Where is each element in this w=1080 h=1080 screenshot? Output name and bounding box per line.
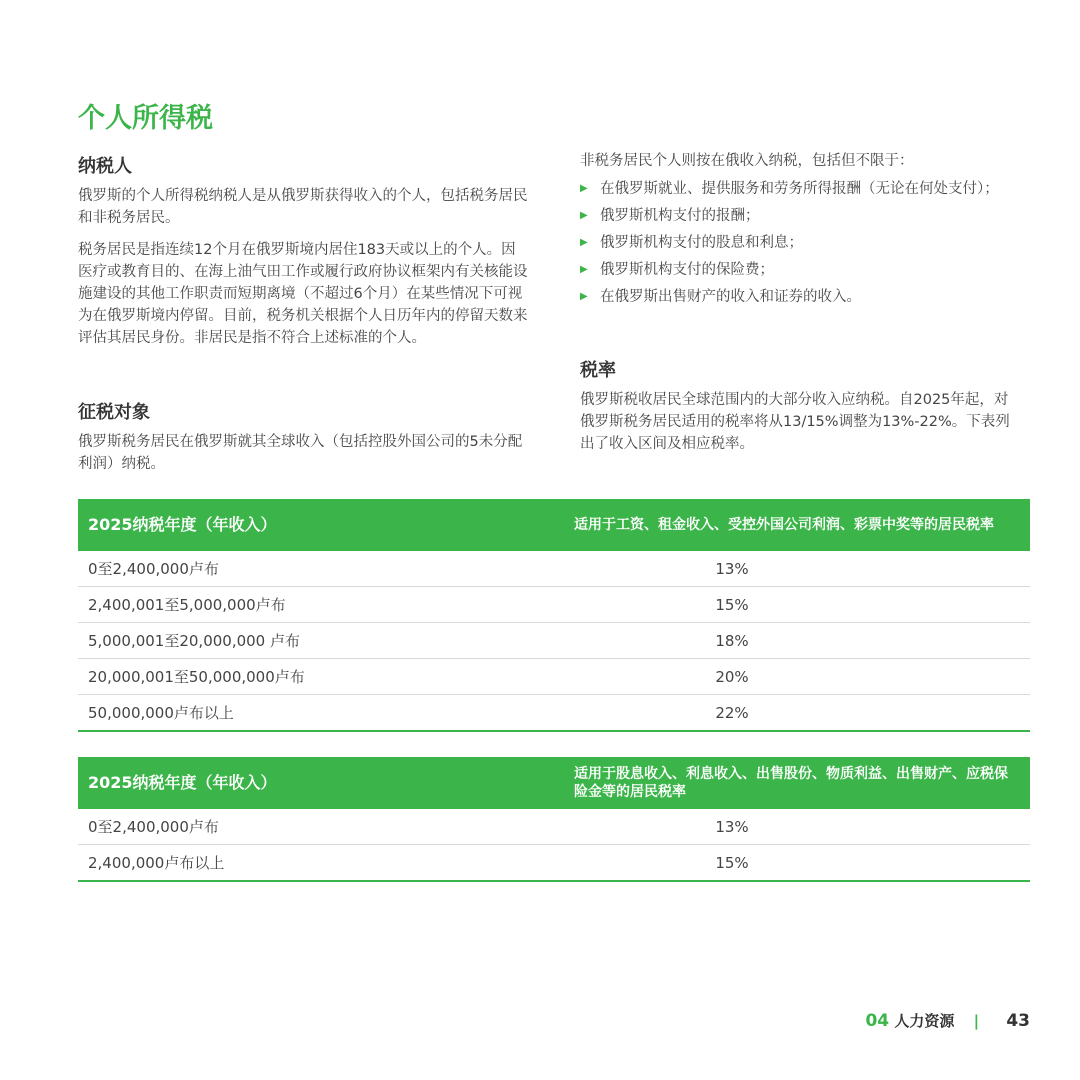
salary-tax-rate-table: [78, 499, 1030, 732]
list-item: ▶ 俄罗斯机构支付的报酬；: [580, 205, 1020, 227]
bullet-arrow-icon: ▶: [580, 237, 588, 248]
rate-cell: 18%: [564, 623, 1030, 659]
column-header-resident-rate: 适用于工资、租金收入、受控外国公司利润、彩票中奖等的居民税率: [564, 499, 1030, 551]
income-range-cell: 2,400,000卢布以上: [78, 845, 564, 882]
bullet-arrow-icon: ▶: [580, 210, 588, 221]
bullet-arrow-icon: ▶: [580, 291, 588, 302]
page-footer: [865, 1010, 1030, 1031]
table-row: [78, 587, 1030, 623]
nonresident-intro: 非税务居民个人则按在俄收入纳税，包括但不限于：: [580, 153, 914, 169]
taxpayer-paragraph-2: 税务居民是指连续12个月在俄罗斯境内居住183天或以上的个人。因医疗或教育目的、在海上油气田工作或履行政府协议框架内有关核能设施建设的其他工作职责而短期离境（不超过6个月）在某些情况下可视为在俄罗斯境内停留。目前，税务机关根据个人日历年内的停留天数来评估其居民身份。非居民是指不符合上述标准的个人。: [78, 242, 528, 346]
tax-rate-heading: 税率: [580, 360, 616, 381]
column-header-resident-rate: 适用于股息收入、利息收入、出售股份、物质利益、出售财产、应税保险金等的居民税率: [564, 757, 1030, 809]
list-item: ▶ 俄罗斯机构支付的保险费；: [580, 259, 1020, 281]
chapter-name: 人力资源: [894, 1012, 955, 1030]
page-title: 个人所得税: [78, 103, 213, 134]
page-number: 43: [1006, 1011, 1030, 1031]
chapter-number: 04: [865, 1011, 890, 1031]
taxpayer-heading: 纳税人: [78, 156, 132, 177]
tax-rate-paragraph: 俄罗斯税收居民全球范围内的大部分收入应纳税。自2025年起，对俄罗斯税务居民适用的税率将从13/15%调整为13%-22%。下表列出了收入区间及相应税率。: [580, 392, 1010, 452]
table-row: [78, 623, 1030, 659]
table-header-row: [78, 757, 1030, 809]
investment-tax-rate-table: [78, 757, 1030, 882]
rate-cell: 15%: [564, 587, 1030, 623]
income-range-cell: 50,000,000卢布以上: [78, 695, 564, 732]
table-header-row: [78, 499, 1030, 551]
income-range-cell: 5,000,001至20,000,000 卢布: [78, 623, 564, 659]
income-range-cell: 20,000,001至50,000,000卢布: [78, 659, 564, 695]
bullet-arrow-icon: ▶: [580, 264, 588, 275]
rate-cell: 13%: [564, 551, 1030, 587]
taxable-object-paragraph: 俄罗斯税务居民在俄罗斯就其全球收入（包括控股外国公司的5未分配利润）纳税。: [78, 434, 523, 472]
column-header-income-bracket: 2025纳税年度（年收入）: [78, 757, 564, 809]
table-row: [78, 695, 1030, 732]
column-header-income-bracket: 2025纳税年度（年收入）: [78, 499, 564, 551]
list-item: ▶ 俄罗斯机构支付的股息和利息；: [580, 232, 1020, 254]
income-range-cell: 2,400,001至5,000,000卢布: [78, 587, 564, 623]
rate-cell: 22%: [564, 695, 1030, 732]
list-item: ▶ 在俄罗斯出售财产的收入和证券的收入。: [580, 286, 1020, 308]
rate-cell: 20%: [564, 659, 1030, 695]
footer-separator: |: [973, 1012, 980, 1030]
table-row: [78, 845, 1030, 882]
table-row: [78, 659, 1030, 695]
bullet-arrow-icon: ▶: [580, 183, 588, 194]
taxable-object-heading: 征税对象: [78, 402, 150, 423]
nonresident-income-list: [580, 178, 1020, 313]
income-range-cell: 0至2,400,000卢布: [78, 551, 564, 587]
income-range-cell: 0至2,400,000卢布: [78, 809, 564, 845]
list-item: ▶ 在俄罗斯就业、提供服务和劳务所得报酬（无论在何处支付）；: [580, 178, 1020, 200]
rate-cell: 13%: [564, 809, 1030, 845]
taxpayer-paragraph-1: 俄罗斯的个人所得税纳税人是从俄罗斯获得收入的个人，包括税务居民和非税务居民。: [78, 188, 528, 226]
table-row: [78, 551, 1030, 587]
table-row: [78, 809, 1030, 845]
rate-cell: 15%: [564, 845, 1030, 882]
